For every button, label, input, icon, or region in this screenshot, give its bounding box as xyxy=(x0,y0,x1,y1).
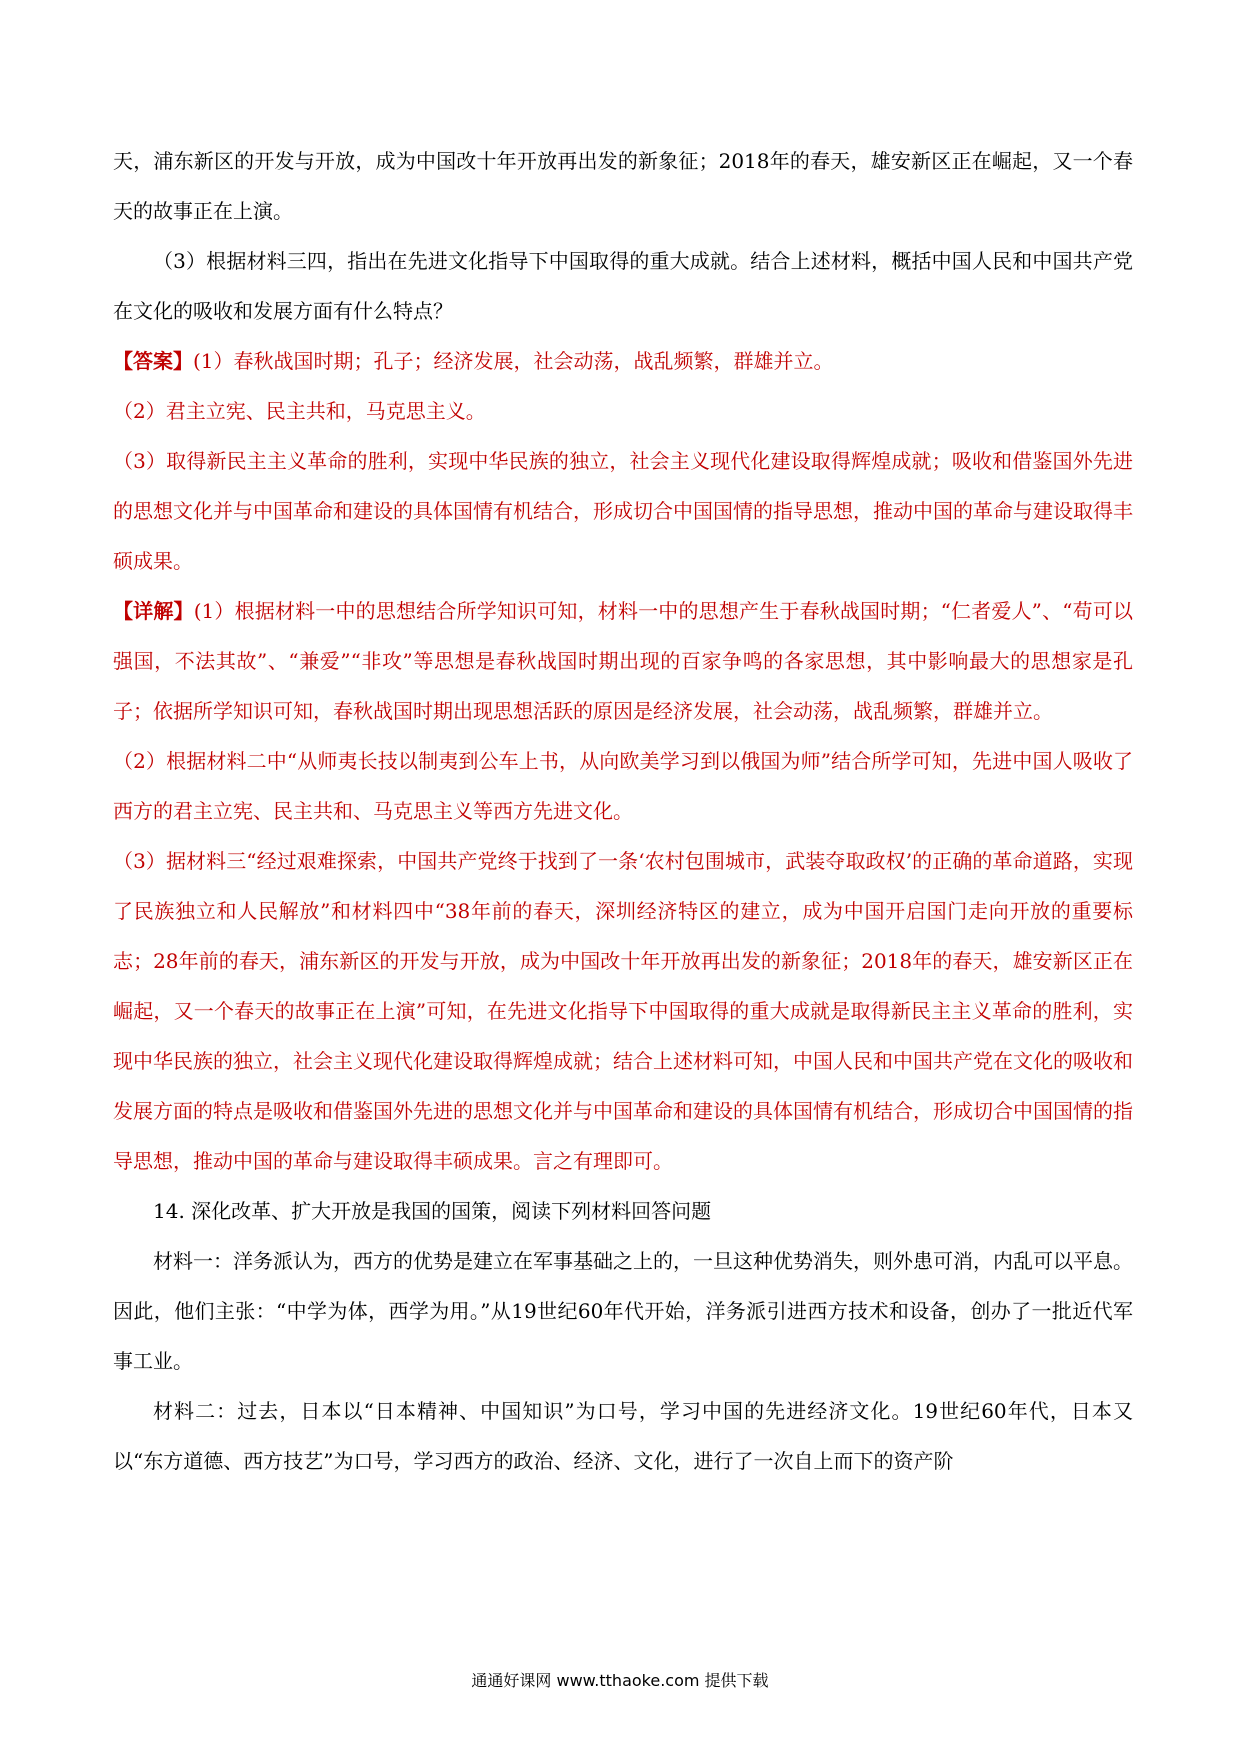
material-1: 材料一：洋务派认为，西方的优势是建立在军事基础之上的，一旦这种优势消失，则外患可消，内乱可以平息。因此，他们主张：“中学为体，西学为用。”从19世纪60年代开始，洋务派引进西方技术和设备，创办了一批近代军事工业。 xyxy=(113,1249,1133,1373)
detail-tag: 【详解】 xyxy=(113,599,194,623)
question-3: （3）根据材料三四，指出在先进文化指导下中国取得的重大成就。结合上述材料，概括中国人民和中国共产党在文化的吸收和发展方面有什么特点？ xyxy=(113,249,1133,323)
answer-1 xyxy=(113,336,1133,386)
material-2: 材料二：过去，日本以“日本精神、中国知识”为口号，学习中国的先进经济文化。19世纪60年代，日本又以“东方道德、西方技艺”为口号，学习西方的政治、经济、文化，进行了一次自上而下的资产阶 xyxy=(113,1399,1133,1473)
detail-2: （2）根据材料二中“从师夷长技以制夷到公车上书，从向欧美学习到以俄国为师”结合所学可知，先进中国人吸收了西方的君主立宪、民主共和、马克思主义等西方先进文化。 xyxy=(113,749,1133,823)
answer-1-text: (1）春秋战国时期；孔子；经济发展，社会动荡，战乱频繁，群雄并立。 xyxy=(193,349,834,373)
document-body xyxy=(113,136,1133,1486)
answer-tag: 【答案】 xyxy=(113,349,193,373)
detail-1-text: (1）根据材料一中的思想结合所学知识可知，材料一中的思想产生于春秋战国时期；“仁者爱人”、“苟可以强国，不法其故”、“兼爱”“非攻”等思想是春秋战国时期出现的百家争鸣的各家思想，其中影响最大的思想家是孔子；依据所学知识可知，春秋战国时期出现思想活跃的原因是经济发展，社会动荡，战乱频繁，群雄并立。 xyxy=(113,599,1134,723)
detail-3: （3）据材料三“经过艰难探索，中国共产党终于找到了一条‘农村包围城市，武装夺取政权’的正确的革命道路，实现了民族独立和人民解放”和材料四中“38年前的春天，深圳经济特区的建立，成为中国开启国门走向开放的重要标志；28年前的春天，浦东新区的开发与开放，成为中国改十年开放再出发的新象征；2018年的春天，雄安新区正在崛起，又一个春天的故事正在上演”可知，在先进文化指导下中国取得的重大成就是取得新民主主义革命的胜利，实现中华民族的独立，社会主义现代化建设取得辉煌成就；结合上述材料可知，中国人民和中国共产党在文化的吸收和发展方面的特点是吸收和借鉴国外先进的思想文化并与中国革命和建设的具体国情有机结合，形成切合中国国情的指导思想，推动中国的革命与建设取得丰硕成果。言之有理即可。 xyxy=(113,849,1133,1173)
question-14: 14. 深化改革、扩大开放是我国的国策，阅读下列材料回答问题 xyxy=(153,1199,712,1223)
paragraph-material-4-end: 天，浦东新区的开发与开放，成为中国改十年开放再出发的新象征；2018年的春天，雄安新区正在崛起，又一个春天的故事正在上演。 xyxy=(113,149,1133,223)
answer-3: （3）取得新民主主义革命的胜利，实现中华民族的独立，社会主义现代化建设取得辉煌成就；吸收和借鉴国外先进的思想文化并与中国革命和建设的具体国情有机结合，形成切合中国国情的指导思想，推动中国的革命与建设取得丰硕成果。 xyxy=(113,449,1133,573)
footer-download-note: 通通好课网 www.tthaoke.com 提供下载 xyxy=(471,1671,769,1690)
answer-2: （2）君主立宪、民主共和，马克思主义。 xyxy=(113,399,486,423)
detail-1 xyxy=(113,586,1133,736)
